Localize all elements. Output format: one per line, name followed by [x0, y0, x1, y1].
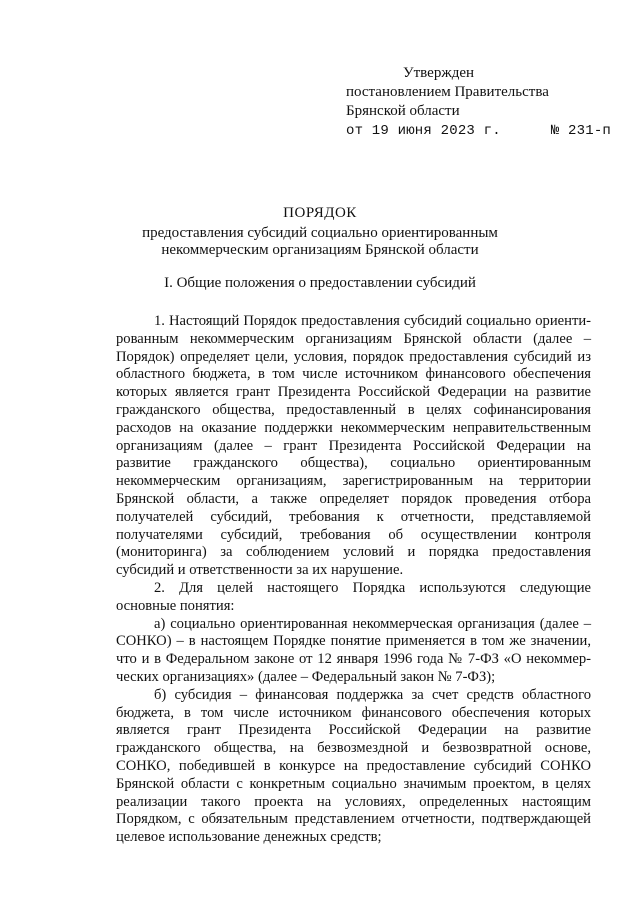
document-subtitle-line-2: некоммерческим организациям Брянской области: [161, 242, 479, 258]
document-heading: ПОРЯДОК: [283, 205, 357, 221]
approval-line-date-number: [346, 121, 611, 141]
document-subtitle-line-1: предоставления субсидий социально ориентированным: [142, 225, 498, 241]
paragraph-1: 1. Настоящий Порядок предоставления субсидий социально ориенти-рованным некоммерческим организациям Брянской области (далее – Порядок) определяет цели, условия, порядок предоставления субсидий из областного бюджета, в том числе источником финансового обеспечения которых является грант Президента Российской Федерации на развитие гражданского общества, предоставленный в целях софинансирования расходов на оказание поддержки некоммерческим неправительственным организациям (далее – грант Президента Российской Федерации на развитие гражданского общества), социально ориентированным некоммерческим организациям, зарегистрированным на территории Брянской области, а также определяет порядок проведения отбора получателей субсидий, требования к отчетности, представляемой получателями субсидий, требования об осуществлении контроля (мониторинга) за соблюдением условий и порядка предоставления субсидий и ответственности за их нарушение.: [116, 313, 591, 579]
approval-line-resolution: постановлением Правительства: [346, 84, 549, 100]
approval-date: от 19 июня 2023 г.: [346, 123, 501, 139]
document-body: [116, 313, 591, 847]
paragraph-2b: б) субсидия – финансовая поддержка за счет средств областного бюджета, в том числе источником финансового обеспечения которых является грант Президента Российской Федерации на развитие гражданского общества, на безвозмездной и безвозвратной основе, СОНКО, победившей в конкурсе на предоставление субсидий СОНКО Брянской области с конкретным социально значимым проектом, в целях реализации такого проекта на условиях, определенных настоящим Порядком, с обязательным представлением отчетности, подтверждающей целевое использование денежных средств;: [116, 686, 591, 846]
approval-block: [346, 64, 611, 141]
paragraph-2: 2. Для целей настоящего Порядка используются следующие основные понятия:: [116, 579, 591, 614]
approval-line-approved: Утвержден: [403, 65, 475, 81]
approval-number: № 231-п: [550, 123, 612, 139]
paragraph-2a: а) социально ориентированная некоммерческая организация (далее – СОНКО) – в настоящем Порядке понятие применяется в том же значении, что и в Федеральном законе от 12 января 1996 года № 7-ФЗ «О некоммер-ческих организациях» (далее – Федеральный закон № 7-ФЗ);: [116, 615, 591, 685]
approval-line-region: Брянской области: [346, 103, 460, 119]
section-heading: I. Общие положения о предоставлении субсидий: [164, 275, 476, 291]
